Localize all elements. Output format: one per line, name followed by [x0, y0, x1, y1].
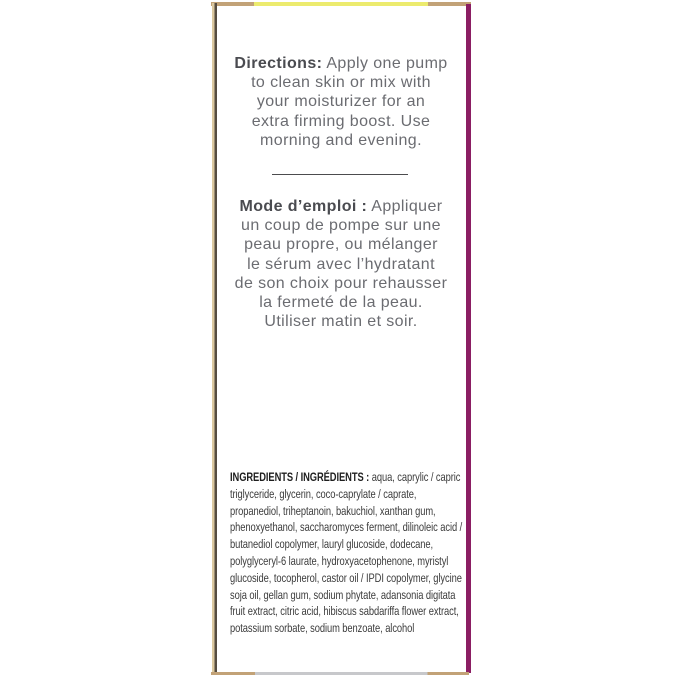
directions-french-line: un coup de pompe sur une	[241, 217, 441, 235]
ingredients-line: potassium sorbate, sodium benzoate, alcohol	[230, 621, 415, 636]
directions-french-line: Utiliser matin et soir.	[264, 313, 418, 331]
ingredients-line: phenoxyethanol, saccharomyces ferment, dilinoleic acid /	[230, 520, 463, 535]
ingredients-heading: INGREDIENTS / INGRÉDIENTS :	[230, 470, 370, 484]
box-edge-bottom	[211, 672, 469, 675]
directions-french-line: la fermeté de la peau.	[259, 294, 423, 312]
directions-french-line: de son choix pour rehausser	[234, 274, 448, 292]
section-divider-rule	[272, 174, 408, 175]
directions-english-text: Apply one pump	[326, 55, 448, 72]
directions-english-label: Directions:	[234, 55, 323, 72]
box-edge-top	[211, 2, 471, 6]
directions-french-label: Mode d’emploi :	[239, 198, 368, 215]
directions-english	[216, 54, 466, 150]
directions-french-text: Appliquer	[371, 198, 443, 215]
directions-english-line: extra firming boost. Use	[251, 112, 431, 130]
ingredients-line: propanediol, triheptanoin, bakuchiol, xanthan gum,	[230, 503, 436, 518]
directions-english-line	[216, 54, 466, 73]
ingredients-text: aqua, caprylic / capric	[371, 470, 461, 484]
box-edge-right	[466, 4, 471, 673]
ingredients-line: triglyceride, glycerin, coco-caprylate / caprate,	[230, 486, 417, 501]
directions-english-line: your moisturizer for an	[256, 93, 426, 111]
ingredients-line: glucoside, tocopherol, castor oil / IPDI copolymer, glycine	[230, 570, 462, 585]
ingredients-list	[230, 469, 462, 637]
ingredients-line: soja oil, gellan gum, sodium phytate, adansonia digitata	[230, 587, 456, 602]
directions-french	[216, 197, 466, 331]
ingredients-line: fruit extract, citric acid, hibiscus sabdariffa flower extract,	[230, 604, 459, 619]
ingredients-line: polyglyceryl-6 laurate, hydroxyacetophenone, myristyl	[230, 553, 449, 568]
directions-french-line: le sérum avec l’hydratant	[247, 255, 435, 273]
ingredients-line: butanediol copolymer, lauryl glucoside, dodecane,	[230, 537, 434, 552]
directions-french-line	[216, 197, 466, 216]
directions-english-line: morning and evening.	[260, 131, 422, 149]
ingredients-line	[230, 469, 462, 486]
directions-french-line: peau propre, ou mélanger	[244, 236, 438, 254]
directions-english-line: to clean skin or mix with	[251, 74, 431, 92]
